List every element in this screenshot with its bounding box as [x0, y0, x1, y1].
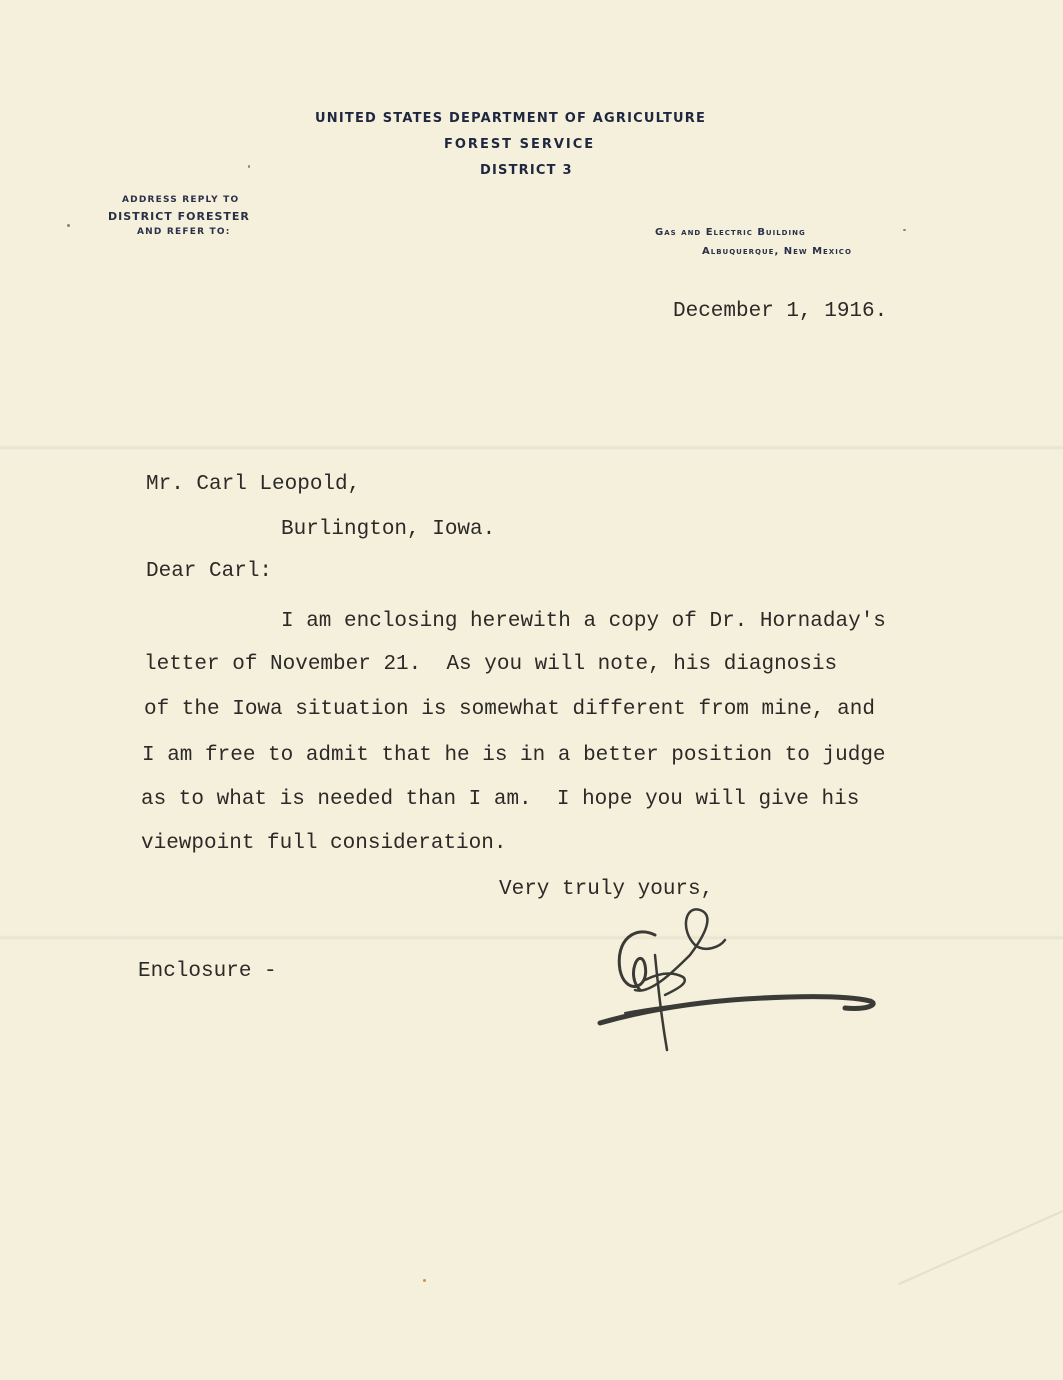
letter-body-line: I am enclosing herewith a copy of Dr. Hornaday's	[281, 610, 886, 633]
paper-fold-lower	[0, 935, 1063, 941]
letter-enclosure-note: Enclosure -	[138, 960, 277, 983]
paper-speck	[67, 224, 70, 227]
letter-body-line: letter of November 21. As you will note, his diagnosis	[144, 653, 838, 676]
letterhead-service: FOREST SERVICE	[444, 137, 596, 152]
letter-body-line: as to what is needed than I am. I hope you will give his	[141, 788, 860, 811]
paper-fold-upper	[0, 445, 1063, 451]
reply-instruction-line2: DISTRICT FORESTER	[108, 210, 250, 223]
paper-speck	[423, 1279, 426, 1282]
letter-body-line: viewpoint full consideration.	[141, 832, 507, 855]
letter-body-line: of the Iowa situation is somewhat different from mine, and	[144, 698, 875, 721]
letter-date: December 1, 1916.	[673, 300, 888, 323]
office-address-line1: Gas and Electric Building	[655, 227, 806, 238]
reply-instruction-line1: ADDRESS REPLY TO	[122, 195, 240, 205]
letter-salutation: Dear Carl:	[146, 560, 273, 583]
reply-instruction-line3: AND REFER TO:	[137, 227, 231, 237]
office-address-line2: Albuquerque, New Mexico	[702, 246, 852, 257]
letter-addressee: Mr. Carl Leopold,	[146, 473, 361, 496]
paper-speck	[903, 229, 906, 231]
paper-crease	[898, 1210, 1063, 1285]
paper-speck	[248, 165, 250, 168]
letterhead-district: DISTRICT 3	[480, 163, 573, 178]
letter-addressee-city: Burlington, Iowa.	[281, 518, 496, 541]
letterhead-department: UNITED STATES DEPARTMENT OF AGRICULTURE	[315, 111, 707, 126]
letter-closing: Very truly yours,	[499, 878, 714, 901]
letter-body-line: I am free to admit that he is in a better position to judge	[142, 744, 886, 767]
handwritten-signature	[595, 895, 885, 1055]
